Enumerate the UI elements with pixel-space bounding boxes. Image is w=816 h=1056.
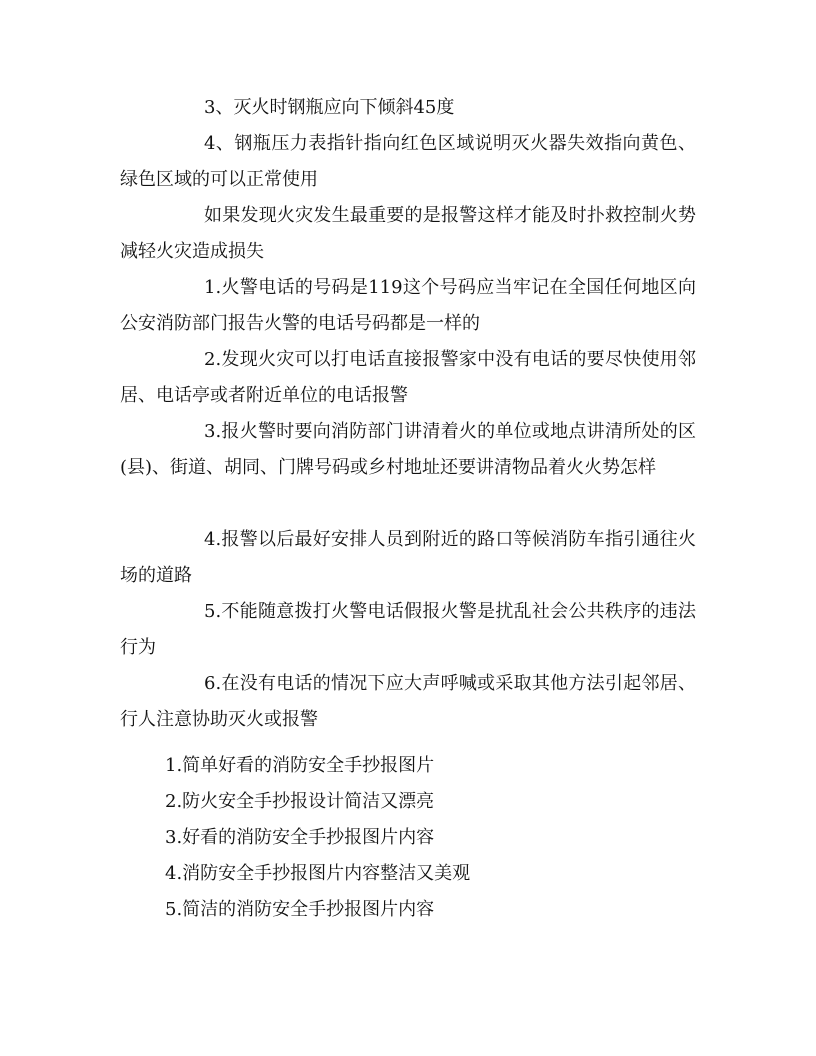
paragraph-shout-for-help: 6.在没有电话的情况下应大声呼喊或采取其他方法引起邻居、行人注意协助灭火或报警 xyxy=(120,673,696,730)
list-item[interactable]: 2.防火安全手抄报设计简洁又漂亮 xyxy=(165,791,435,812)
paragraph-fire-number: 1.火警电话的号码是119这个号码应当牢记在全国任何地区向公安消防部门报告火警的电话号码都是一样的 xyxy=(120,277,696,334)
paragraph-extinguisher-tilt: 3、灭火时钢瓶应向下倾斜45度 xyxy=(204,97,455,118)
paragraph-call-directly: 2.发现火灾可以打电话直接报警家中没有电话的要尽快使用邻居、电话亭或者附近单位的电话报警 xyxy=(120,349,696,406)
paragraph-no-false-alarm: 5.不能随意拨打火警电话假报火警是扰乱社会公共秩序的违法行为 xyxy=(120,601,696,658)
list-item[interactable]: 5.简洁的消防安全手抄报图片内容 xyxy=(165,899,435,920)
list-item[interactable]: 3.好看的消防安全手抄报图片内容 xyxy=(165,827,435,848)
related-articles-list xyxy=(165,748,470,928)
paragraph-explain-location: 3.报火警时要向消防部门讲清着火的单位或地点讲清所处的区(县)、街道、胡同、门牌号码或乡村地址还要讲清物品着火火势怎样 xyxy=(120,421,696,478)
paragraph-guide-truck: 4.报警以后最好安排人员到附近的路口等候消防车指引通往火场的道路 xyxy=(120,529,696,586)
list-item[interactable]: 4.消防安全手抄报图片内容整洁又美观 xyxy=(165,863,471,884)
paragraph-report-fire-intro: 如果发现火灾发生最重要的是报警这样才能及时扑救控制火势减轻火灾造成损失 xyxy=(120,205,696,262)
list-item[interactable]: 1.简单好看的消防安全手抄报图片 xyxy=(165,755,435,776)
paragraph-pressure-gauge: 4、钢瓶压力表指针指向红色区域说明灭火器失效指向黄色、绿色区域的可以正常使用 xyxy=(120,133,696,190)
